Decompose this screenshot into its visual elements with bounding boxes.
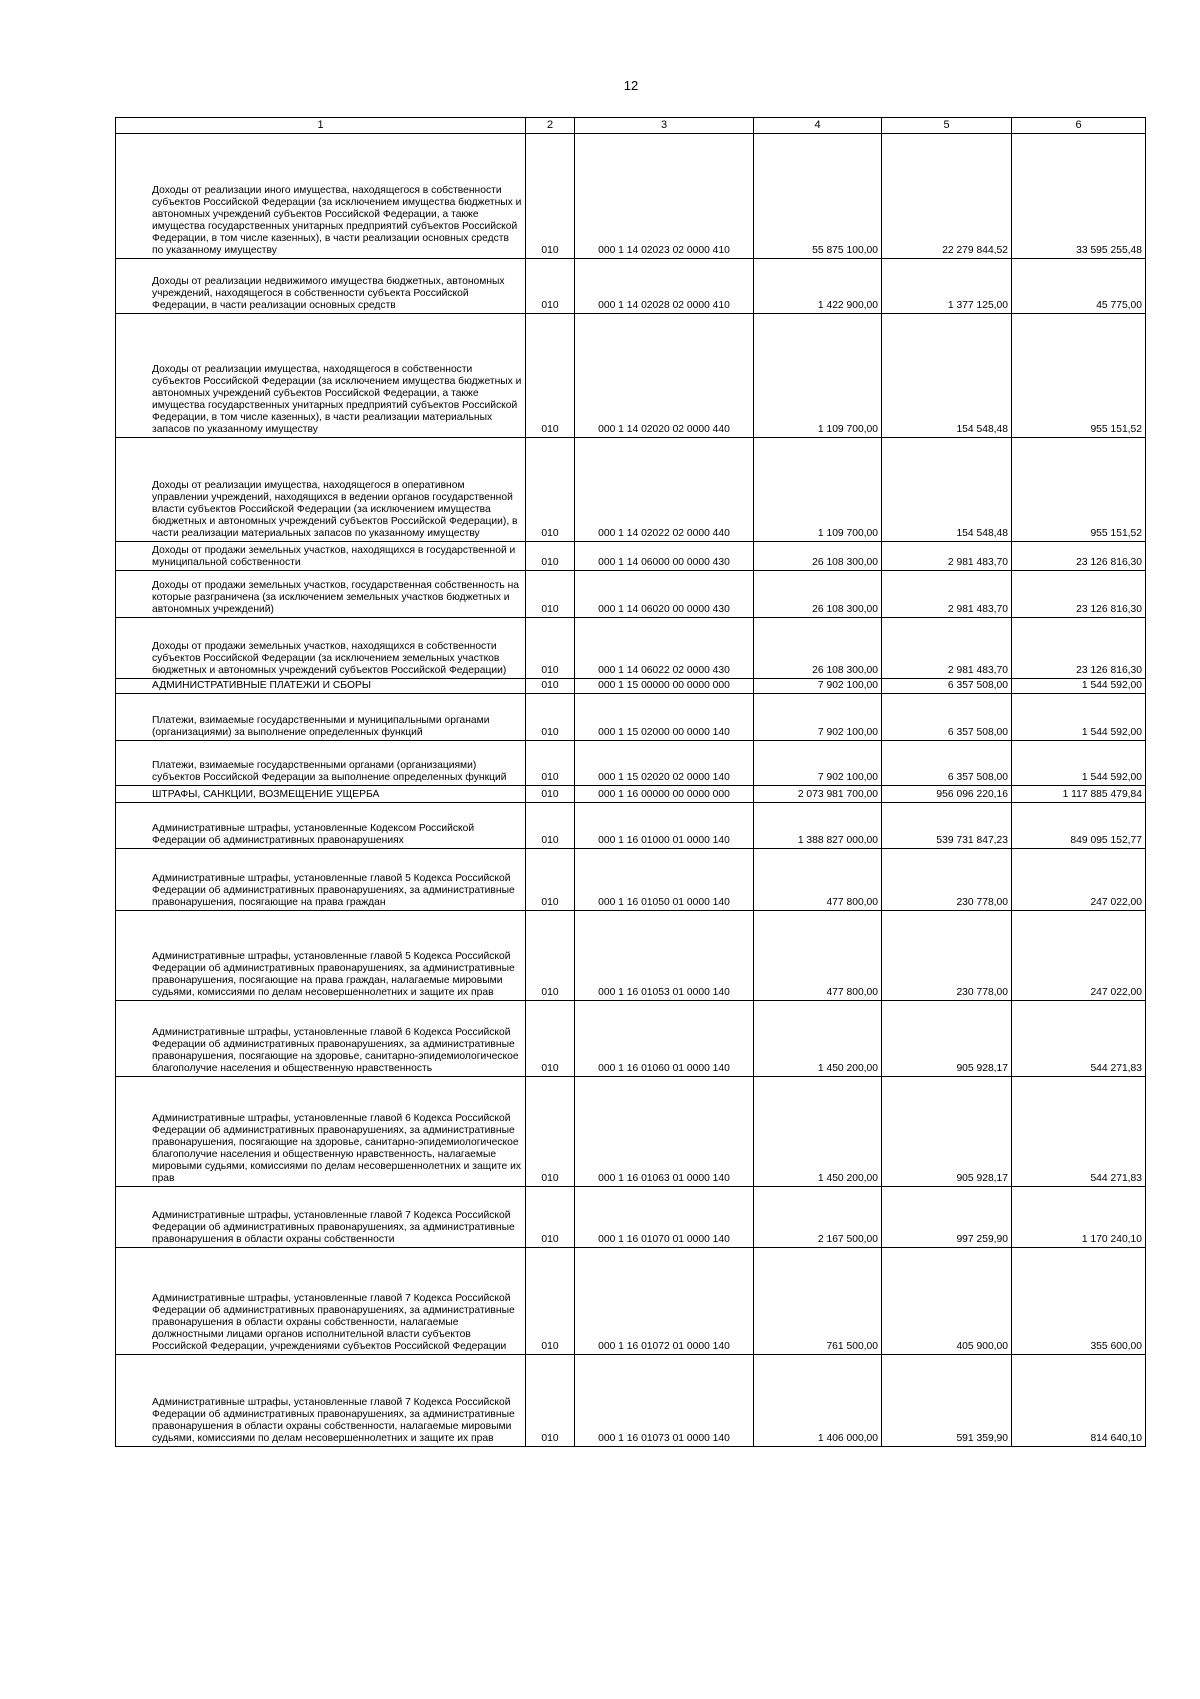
row-name-cell: Доходы от реализации имущества, находящегося в собственности субъектов Российской Федерации (за исключением имущества бюджетных и автономных учреждений субъектов Российской Федерации, а также имущества государственных унитарных предприятий субъектов Российской Федерации, в том числе казенных), в части реализации материальных запасов по указанному имуществу (116, 314, 526, 438)
row-fact-cell: 230 778,00 (882, 911, 1012, 1001)
row-rest-cell: 247 022,00 (1012, 849, 1146, 911)
row-fact-cell: 905 928,17 (882, 1077, 1012, 1187)
row-name-cell: Административные штрафы, установленные главой 5 Кодекса Российской Федерации об административных правонарушениях, за административные правонарушения, посягающие на права граждан, налагаемые мировыми судьями, комиссиями по делам несовершеннолетних и защите их прав (116, 911, 526, 1001)
table-row (116, 1355, 1146, 1447)
row-plan-cell: 1 422 900,00 (754, 259, 882, 314)
row-kbk-cell: 000 1 14 02020 02 0000 440 (575, 314, 754, 438)
row-plan-cell: 7 902 100,00 (754, 694, 882, 741)
row-code-cell: 010 (526, 314, 575, 438)
row-fact-cell: 22 279 844,52 (882, 134, 1012, 259)
row-plan-cell: 55 875 100,00 (754, 134, 882, 259)
row-code-cell: 010 (526, 438, 575, 542)
row-code-cell: 010 (526, 618, 575, 679)
row-fact-cell: 6 357 508,00 (882, 741, 1012, 786)
row-kbk-cell: 000 1 14 06000 00 0000 430 (575, 542, 754, 571)
row-name-cell: Доходы от продажи земельных участков, государственная собственность на которые разграничена (за исключением земельных участков бюджетных и автономных учреждений) (116, 571, 526, 618)
row-rest-cell: 955 151,52 (1012, 438, 1146, 542)
row-rest-cell: 23 126 816,30 (1012, 618, 1146, 679)
row-rest-cell: 544 271,83 (1012, 1077, 1146, 1187)
row-rest-cell: 23 126 816,30 (1012, 571, 1146, 618)
table-row (116, 618, 1146, 679)
row-kbk-cell: 000 1 14 02023 02 0000 410 (575, 134, 754, 259)
row-name-cell: Платежи, взимаемые государственными и муниципальными органами (организациями) за выполнение определенных функций (116, 694, 526, 741)
row-plan-cell: 477 800,00 (754, 911, 882, 1001)
row-kbk-cell: 000 1 16 01063 01 0000 140 (575, 1077, 754, 1187)
column-header-1: 1 (116, 118, 526, 134)
row-code-cell: 010 (526, 571, 575, 618)
row-code-cell: 010 (526, 849, 575, 911)
row-fact-cell: 997 259,90 (882, 1187, 1012, 1248)
row-rest-cell: 955 151,52 (1012, 314, 1146, 438)
row-name-cell: Административные штрафы, установленные главой 5 Кодекса Российской Федерации об административных правонарушениях, за административные правонарушения, посягающие на права граждан (116, 849, 526, 911)
row-code-cell: 010 (526, 542, 575, 571)
table-row (116, 1248, 1146, 1355)
table-row (116, 259, 1146, 314)
row-fact-cell: 1 377 125,00 (882, 259, 1012, 314)
row-kbk-cell: 000 1 16 01072 01 0000 140 (575, 1248, 754, 1355)
row-kbk-cell: 000 1 15 02000 00 0000 140 (575, 694, 754, 741)
column-header-6: 6 (1012, 118, 1146, 134)
row-plan-cell: 1 406 000,00 (754, 1355, 882, 1447)
row-name-cell: Административные штрафы, установленные главой 6 Кодекса Российской Федерации об административных правонарушениях, за административные правонарушения, посягающие на здоровье, санитарно-эпидемиологическое благополучие населения и общественную нравственность (116, 1001, 526, 1077)
row-fact-cell: 591 359,90 (882, 1355, 1012, 1447)
row-code-cell: 010 (526, 786, 575, 803)
row-plan-cell: 1 109 700,00 (754, 438, 882, 542)
row-plan-cell: 477 800,00 (754, 849, 882, 911)
row-code-cell: 010 (526, 1355, 575, 1447)
revenue-table (115, 117, 1146, 1447)
row-plan-cell: 1 450 200,00 (754, 1077, 882, 1187)
table-row (116, 571, 1146, 618)
row-code-cell: 010 (526, 911, 575, 1001)
row-rest-cell: 849 095 152,77 (1012, 803, 1146, 849)
row-rest-cell: 1 544 592,00 (1012, 694, 1146, 741)
row-fact-cell: 154 548,48 (882, 314, 1012, 438)
row-rest-cell: 544 271,83 (1012, 1001, 1146, 1077)
row-code-cell: 010 (526, 694, 575, 741)
row-rest-cell: 1 170 240,10 (1012, 1187, 1146, 1248)
row-name-cell: Административные штрафы, установленные Кодексом Российской Федерации об административных правонарушениях (116, 803, 526, 849)
row-code-cell: 010 (526, 803, 575, 849)
row-kbk-cell: 000 1 16 01053 01 0000 140 (575, 911, 754, 1001)
row-fact-cell: 956 096 220,16 (882, 786, 1012, 803)
row-code-cell: 010 (526, 1187, 575, 1248)
row-kbk-cell: 000 1 14 02028 02 0000 410 (575, 259, 754, 314)
row-fact-cell: 2 981 483,70 (882, 618, 1012, 679)
row-fact-cell: 230 778,00 (882, 849, 1012, 911)
row-fact-cell: 405 900,00 (882, 1248, 1012, 1355)
row-plan-cell: 761 500,00 (754, 1248, 882, 1355)
row-fact-cell: 2 981 483,70 (882, 542, 1012, 571)
row-plan-cell: 1 450 200,00 (754, 1001, 882, 1077)
row-name-cell: Доходы от продажи земельных участков, находящихся в государственной и муниципальной собственности (116, 542, 526, 571)
row-kbk-cell: 000 1 16 01070 01 0000 140 (575, 1187, 754, 1248)
table-row (116, 314, 1146, 438)
row-kbk-cell: 000 1 15 00000 00 0000 000 (575, 679, 754, 694)
row-kbk-cell: 000 1 16 01000 01 0000 140 (575, 803, 754, 849)
column-header-4: 4 (754, 118, 882, 134)
row-name-cell: ШТРАФЫ, САНКЦИИ, ВОЗМЕЩЕНИЕ УЩЕРБА (116, 786, 526, 803)
table-row (116, 1077, 1146, 1187)
row-name-cell: Доходы от реализации имущества, находящегося в оперативном управлении учреждений, находящихся в ведении органов государственной власти субъектов Российской Федерации (за исключением имущества бюджетных и автономных учреждений субъектов Российской Федерации), в части реализации материальных запасов по указанному имуществу (116, 438, 526, 542)
row-plan-cell: 26 108 300,00 (754, 618, 882, 679)
table-row (116, 786, 1146, 803)
row-kbk-cell: 000 1 16 00000 00 0000 000 (575, 786, 754, 803)
row-rest-cell: 1 544 592,00 (1012, 741, 1146, 786)
column-number-row (116, 118, 1146, 134)
row-plan-cell: 1 388 827 000,00 (754, 803, 882, 849)
row-fact-cell: 539 731 847,23 (882, 803, 1012, 849)
table-row (116, 911, 1146, 1001)
row-code-cell: 010 (526, 1001, 575, 1077)
table-row (116, 542, 1146, 571)
table-row (116, 1001, 1146, 1077)
row-fact-cell: 6 357 508,00 (882, 694, 1012, 741)
row-kbk-cell: 000 1 14 02022 02 0000 440 (575, 438, 754, 542)
page-number: 12 (623, 78, 639, 93)
table-row (116, 849, 1146, 911)
row-kbk-cell: 000 1 15 02020 02 0000 140 (575, 741, 754, 786)
table-row (116, 679, 1146, 694)
row-code-cell: 010 (526, 1077, 575, 1187)
table-body (116, 134, 1146, 1447)
row-name-cell: Административные штрафы, установленные главой 7 Кодекса Российской Федерации об административных правонарушениях, за административные правонарушения в области охраны собственности, налагаемые мировыми судьями, комиссиями по делам несовершеннолетних и защите их прав (116, 1355, 526, 1447)
row-plan-cell: 1 109 700,00 (754, 314, 882, 438)
row-name-cell: Платежи, взимаемые государственными органами (организациями) субъектов Российской Федерации за выполнение определенных функций (116, 741, 526, 786)
row-plan-cell: 26 108 300,00 (754, 571, 882, 618)
row-rest-cell: 355 600,00 (1012, 1248, 1146, 1355)
row-rest-cell: 33 595 255,48 (1012, 134, 1146, 259)
row-name-cell: Доходы от реализации иного имущества, находящегося в собственности субъектов Российской Федерации (за исключением имущества бюджетных и автономных учреждений субъектов Российской Федерации, а также имущества государственных унитарных предприятий субъектов Российской Федерации, в том числе казенных), в части реализации основных средств по указанному имуществу (116, 134, 526, 259)
row-kbk-cell: 000 1 14 06020 00 0000 430 (575, 571, 754, 618)
row-rest-cell: 23 126 816,30 (1012, 542, 1146, 571)
table-row (116, 694, 1146, 741)
row-code-cell: 010 (526, 741, 575, 786)
column-header-3: 3 (575, 118, 754, 134)
row-name-cell: Доходы от продажи земельных участков, находящихся в собственности субъектов Российской Федерации (за исключением земельных участков бюджетных и автономных учреждений субъектов Российской Федерации) (116, 618, 526, 679)
row-name-cell: Административные штрафы, установленные главой 7 Кодекса Российской Федерации об административных правонарушениях, за административные правонарушения в области охраны собственности, налагаемые должностными лицами органов исполнительной власти субъектов Российской Федерации, учреждениями субъектов Российской Федерации (116, 1248, 526, 1355)
row-rest-cell: 1 544 592,00 (1012, 679, 1146, 694)
row-name-cell: АДМИНИСТРАТИВНЫЕ ПЛАТЕЖИ И СБОРЫ (116, 679, 526, 694)
row-code-cell: 010 (526, 1248, 575, 1355)
row-kbk-cell: 000 1 16 01050 01 0000 140 (575, 849, 754, 911)
row-rest-cell: 814 640,10 (1012, 1355, 1146, 1447)
table-row (116, 803, 1146, 849)
row-name-cell: Доходы от реализации недвижимого имущества бюджетных, автономных учреждений, находящегося в собственности субъекта Российской Федерации, в части реализации основных средств (116, 259, 526, 314)
row-code-cell: 010 (526, 259, 575, 314)
row-plan-cell: 2 073 981 700,00 (754, 786, 882, 803)
row-kbk-cell: 000 1 16 01060 01 0000 140 (575, 1001, 754, 1077)
row-code-cell: 010 (526, 134, 575, 259)
column-header-2: 2 (526, 118, 575, 134)
row-fact-cell: 2 981 483,70 (882, 571, 1012, 618)
row-fact-cell: 6 357 508,00 (882, 679, 1012, 694)
row-rest-cell: 247 022,00 (1012, 911, 1146, 1001)
table-row (116, 134, 1146, 259)
row-fact-cell: 905 928,17 (882, 1001, 1012, 1077)
row-plan-cell: 2 167 500,00 (754, 1187, 882, 1248)
column-header-5: 5 (882, 118, 1012, 134)
row-kbk-cell: 000 1 14 06022 02 0000 430 (575, 618, 754, 679)
row-name-cell: Административные штрафы, установленные главой 7 Кодекса Российской Федерации об административных правонарушениях, за административные правонарушения в области охраны собственности (116, 1187, 526, 1248)
row-plan-cell: 26 108 300,00 (754, 542, 882, 571)
row-rest-cell: 1 117 885 479,84 (1012, 786, 1146, 803)
row-fact-cell: 154 548,48 (882, 438, 1012, 542)
table-row (116, 741, 1146, 786)
row-rest-cell: 45 775,00 (1012, 259, 1146, 314)
row-kbk-cell: 000 1 16 01073 01 0000 140 (575, 1355, 754, 1447)
row-code-cell: 010 (526, 679, 575, 694)
table-row (116, 1187, 1146, 1248)
table-row (116, 438, 1146, 542)
row-plan-cell: 7 902 100,00 (754, 741, 882, 786)
row-name-cell: Административные штрафы, установленные главой 6 Кодекса Российской Федерации об административных правонарушениях, за административные правонарушения, посягающие на здоровье, санитарно-эпидемиологическое благополучие населения и общественную нравственность, налагаемые мировыми судьями, комиссиями по делам несовершеннолетних и защите их прав (116, 1077, 526, 1187)
row-plan-cell: 7 902 100,00 (754, 679, 882, 694)
